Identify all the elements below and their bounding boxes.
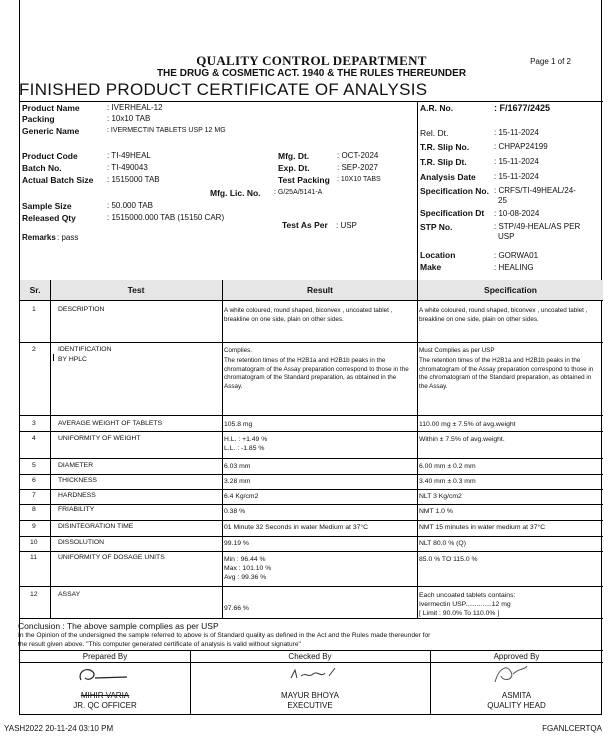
rel-date-value: : 15-11-2024 — [494, 128, 539, 137]
batch-no-label: Batch No. — [22, 163, 62, 173]
title-rule — [20, 101, 603, 102]
row-9-spec: NMT 15 minutes in water medium at 37°C — [419, 524, 546, 531]
product-name-label: Product Name — [22, 103, 80, 113]
ar-no-label: A.R. No. — [420, 103, 454, 113]
row-rule — [20, 586, 603, 587]
tr-slip-no-value: : CHPAP24199 — [494, 142, 548, 151]
row-9-test: DISINTEGRATION TIME — [58, 523, 134, 530]
row-rule — [20, 415, 603, 416]
row-4-test: UNIFORMITY OF WEIGHT — [58, 435, 141, 442]
mfg-date-value: : OCT-2024 — [337, 151, 379, 160]
stp-no-value-cont: USP — [498, 232, 515, 241]
row-11-result-avg: Avg : 99.36 % — [224, 574, 267, 581]
test-packing-value: : 10X10 TABS — [337, 176, 381, 183]
approved-by-title: QUALITY HEAD — [487, 701, 546, 710]
row-11-spec: 85.0 % TO 115.0 % — [419, 556, 478, 563]
make-value: : HEALING — [494, 263, 534, 272]
row-7-test: HARDNESS — [58, 492, 96, 499]
table-bottom-rule — [20, 618, 603, 619]
batch-size-label: Actual Batch Size — [22, 175, 94, 185]
row-5-result: 6.03 mm — [224, 463, 251, 470]
row-rule — [20, 520, 603, 521]
act-subtitle: THE DRUG & COSMETIC ACT. 1940 & THE RULES THEREUNDER — [156, 68, 467, 79]
row-9-result: 01 Minute 32 Seconds in water Medium at 37°C — [224, 524, 369, 531]
test-as-per-value: : USP — [336, 221, 357, 230]
remarks-label: Remarks — [22, 233, 56, 242]
mfg-date-label: Mfg. Dt. — [278, 151, 310, 161]
row-rule — [20, 474, 603, 475]
row-9-sr: 9 — [32, 523, 36, 530]
row-7-spec: NLT 3 Kg/cm2 — [419, 493, 462, 500]
document-title: FINISHED PRODUCT CERTIFICATE OF ANALYSIS — [19, 80, 428, 99]
row-3-test: AVERAGE WEIGHT OF TABLETS — [58, 420, 163, 427]
row-1-sr: 1 — [32, 306, 36, 313]
col-divider-1 — [50, 280, 51, 618]
row-3-spec: 110.00 mg ± 7.5% of avg.weight — [419, 421, 516, 428]
row-rule — [20, 431, 603, 432]
approved-by-label: Approved By — [493, 652, 540, 661]
tr-slip-no-label: T.R. Slip No. — [420, 142, 470, 152]
row-2-sr: 2 — [32, 346, 36, 353]
sample-size-value: : 50.000 TAB — [107, 201, 153, 210]
info-divider — [417, 101, 418, 280]
row-2b-result: The retention times of the H2B1a and H2B1b peaks in the chromatogram of the Assay preparation correspond to those in the chromatogram of the Standard preparation, as obtained in the Assay. — [224, 357, 409, 390]
mfg-lic-label: Mfg. Lic. No. — [210, 188, 261, 198]
test-packing-label: Test Packing — [278, 175, 330, 185]
row-10-sr: 10 — [30, 539, 38, 546]
row-11-sr: 11 — [30, 554, 38, 561]
batch-size-value: : 1515000 TAB — [107, 175, 160, 184]
product-code-value: : TI-49HEAL — [107, 151, 151, 160]
department-title: QUALITY CONTROL DEPARTMENT — [196, 53, 427, 68]
signature-top-rule — [20, 650, 603, 651]
row-rule — [20, 504, 603, 505]
row-10-result: 99.19 % — [224, 540, 249, 547]
conclusion-line-3: the result given above. "This computer generated certificate of analysis is valid without signature" — [18, 641, 301, 648]
exp-date-value: : SEP-2027 — [337, 163, 378, 172]
checked-signature — [285, 664, 345, 684]
row-rule — [20, 489, 603, 490]
row-8-spec: NMT 1.0 % — [419, 508, 453, 515]
row-11-result-min: Min : 96.44 % — [224, 556, 266, 563]
packing-label: Packing — [22, 114, 55, 124]
spec-date-label: Specification Dt — [420, 208, 485, 218]
row-11-test: UNIFORMITY OF DOSAGE UNITS — [58, 554, 165, 561]
tr-slip-date-value: : 15-11-2024 — [494, 157, 539, 166]
row-1-test: DESCRIPTION — [58, 306, 105, 313]
col-header-test: Test — [127, 285, 145, 295]
spec-no-value-cont: 25 — [498, 196, 507, 205]
make-label: Make — [420, 262, 442, 272]
remarks-value: : pass — [57, 233, 79, 242]
batch-no-value: : TI-490043 — [107, 163, 148, 172]
packing-value: : 10x10 TAB — [107, 114, 151, 123]
row-6-test: THICKNESS — [58, 477, 97, 484]
row-6-spec: 3.40 mm ± 0.3 mm — [419, 478, 476, 485]
prepared-signature — [75, 664, 135, 686]
row-5-sr: 5 — [32, 462, 36, 469]
row-1-result: A white coloured, round shaped, biconvex , uncoated tablet , breakline on one side, plain on other sides. — [224, 307, 393, 323]
row-5-test: DIAMETER — [58, 462, 94, 469]
row-3-result: 105.8 mg — [224, 421, 253, 428]
row-rule — [20, 342, 603, 343]
row-4-sr: 4 — [32, 435, 36, 442]
prepared-by-title: JR. QC OFFICER — [73, 701, 137, 710]
row-rule — [20, 551, 603, 552]
conclusion-line-1: Conclusion : The above sample complies as per USP — [18, 621, 219, 631]
col-divider-3 — [417, 280, 418, 618]
spec-date-value: : 10-08-2024 — [494, 209, 540, 218]
prepared-by-label: Prepared By — [82, 652, 128, 661]
row-12-sr: 12 — [30, 591, 38, 598]
row-11-result-max: Max : 101.10 % — [224, 565, 272, 572]
exp-date-label: Exp. Dt. — [278, 163, 310, 173]
col-header-spec: Specification — [484, 285, 537, 295]
product-name-value: : IVERHEAL-12 — [107, 103, 163, 112]
row-2-result: Complies. — [224, 347, 252, 354]
page-number: Page 1 of 2 — [530, 57, 571, 66]
row-8-result: 0.38 % — [224, 508, 246, 515]
row-7-sr: 7 — [32, 492, 36, 499]
row-10-spec: NLT 80.0 % (Q) — [419, 540, 466, 547]
row-2-test: IDENTIFICATION — [58, 346, 112, 353]
row-12-test: ASSAY — [58, 591, 81, 598]
certificate-page — [19, 0, 602, 715]
row-5-spec: 6.00 mm ± 0.2 mm — [419, 463, 476, 470]
location-label: Location — [420, 250, 456, 260]
conclusion-line-2: In the Opinion of the undersigned the sample referred to above is of Standard quality as defined in the Act and the Rules made thereunder for — [18, 632, 431, 639]
row-12-result: 97.66 % — [224, 605, 249, 612]
tr-slip-date-label: T.R. Slip Dt. — [420, 157, 467, 167]
rel-date-label: Rel. Dt. — [420, 128, 449, 138]
released-qty-value: : 1515000.000 TAB (15150 CAR) — [107, 213, 225, 222]
row-2-spec: Must Complies as per USP — [419, 347, 495, 354]
row-2b-spec: The retention times of the H2B1a and H2B1b peaks in the chromatogram of the Assay preparation correspond to those in the chromatogram of the Standard preparation, as obtained in the Assay. — [419, 357, 594, 390]
footer-report-code: FGANLCERTQA — [542, 724, 602, 733]
sample-size-label: Sample Size — [22, 201, 72, 211]
row-10-test: DISSOLUTION — [58, 539, 105, 546]
row-6-sr: 6 — [32, 477, 36, 484]
spec-no-label: Specification No. — [420, 186, 489, 196]
released-qty-label: Released Qty — [22, 213, 76, 223]
generic-name-label: Generic Name — [22, 126, 80, 136]
row-8-sr: 8 — [32, 506, 36, 513]
analysis-date-value: : 15-11-2024 — [494, 172, 539, 181]
row-2b-test: BY HPLC — [58, 356, 87, 363]
row-4-result-hl: H.L. : +1.49 % — [224, 436, 268, 443]
row-4-spec: Within ± 7.5% of avg.weight. — [419, 436, 505, 443]
approved-signature — [485, 662, 535, 686]
col-header-result: Result — [307, 285, 333, 295]
test-as-per-label: Test As Per — [282, 220, 328, 230]
col-header-sr: Sr. — [29, 285, 41, 295]
generic-name-value: : IVERMECTIN TABLETS USP 12 MG — [107, 127, 226, 134]
row-4-result-ll: L.L. : -1.85 % — [224, 445, 265, 452]
product-code-label: Product Code — [22, 151, 78, 161]
col-divider-2 — [222, 280, 223, 618]
location-value: : GORWA01 — [494, 251, 539, 260]
row-rule — [20, 536, 603, 537]
row-6-result: 3.28 mm — [224, 478, 251, 485]
row-rule — [20, 458, 603, 459]
analysis-date-label: Analysis Date — [420, 172, 476, 182]
row-7-result: 6.4 Kg/cm2 — [224, 493, 259, 500]
checked-by-name: MAYUR BHOYA — [281, 691, 339, 700]
spec-no-value: : CRFS/TI-49HEAL/24- — [494, 186, 576, 195]
checked-by-title: EXECUTIVE — [287, 701, 333, 710]
row-1-spec: A white coloured, round shaped, biconvex , uncoated tablet , breakline on one side, plain on other sides. — [419, 307, 588, 323]
row-8-test: FRIABILITY — [58, 506, 95, 513]
row-12-spec-3: [ Limit : 90.0% To 110.0% ] — [419, 610, 500, 617]
ar-no-value: : F/1677/2425 — [494, 103, 551, 113]
table-header-rule — [20, 300, 603, 301]
footer-user-timestamp: YASH2022 20-11-24 03:10 PM — [4, 724, 114, 733]
stp-no-label: STP No. — [420, 222, 453, 232]
stp-no-value: : STP/49-HEAL/AS PER — [494, 222, 581, 231]
checked-by-label: Checked By — [288, 652, 332, 661]
row-3-sr: 3 — [32, 420, 36, 427]
row-12-spec-2: Ivermectin USP..............12 mg — [419, 601, 511, 608]
approved-by-name: ASMITA — [501, 691, 532, 700]
sub-row-marker — [53, 354, 54, 361]
row-12-spec-1: Each uncoated tablets contains: — [419, 592, 516, 599]
prepared-by-name: MIHIR VARIA — [80, 691, 130, 700]
mfg-lic-value: : G/25A/5141-A — [274, 189, 323, 196]
